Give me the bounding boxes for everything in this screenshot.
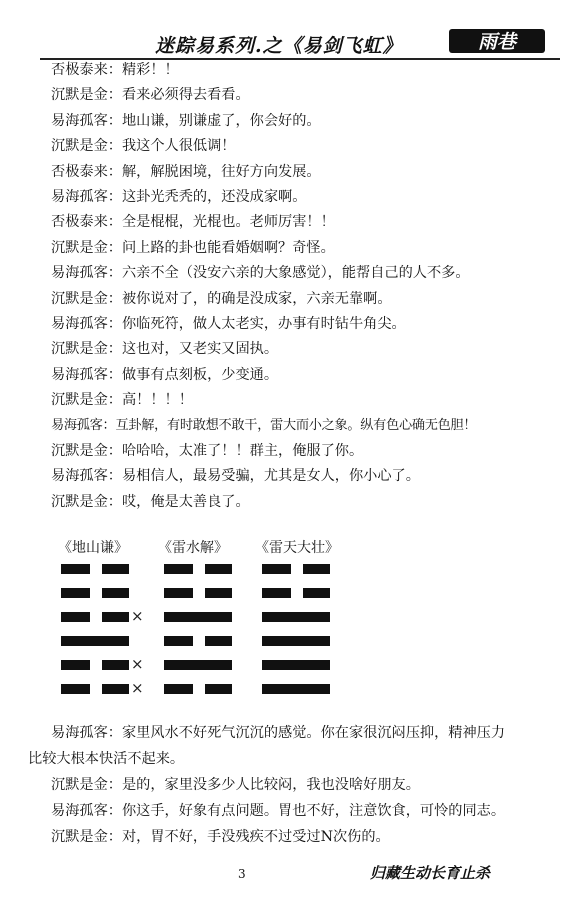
line-segment [61, 660, 90, 670]
line-segment [164, 660, 232, 670]
dialogue-text: 沉默是金：对，胃不好，手没残疾不过受过N次伤的。 [51, 829, 390, 845]
line-segment [61, 612, 90, 622]
dialogue-paragraph-line [28, 772, 548, 798]
line-segment [164, 612, 232, 622]
dialogue-text: 这卦光秃秃的，还没成家啊。 [121, 188, 307, 205]
hexagram [158, 537, 228, 559]
dialogue-paragraph-line [28, 746, 548, 772]
line-segment [61, 636, 129, 646]
dialogue-line [51, 210, 551, 235]
line-segment [164, 588, 193, 598]
speaker-name: 沉默是金： [51, 138, 122, 155]
speaker-name: 沉默是金： [51, 87, 122, 104]
speaker-name: 沉默是金： [51, 341, 122, 358]
changing-line-mark: × [131, 679, 144, 697]
line-segment [262, 564, 291, 574]
dialogue-line [51, 337, 551, 362]
header-title: 迷踪易系列.之《易剑飞虹》 [155, 35, 403, 57]
yuxiang-logo [447, 26, 547, 56]
dialogue-text: 精彩！！ [121, 62, 179, 78]
dialogue-text: 沉默是金：是的，家里没多少人比较闷，我也没啥好朋友。 [51, 777, 420, 793]
dialogue-text: 看来必须得去看看。 [121, 87, 250, 104]
dialogue-line [51, 363, 551, 388]
dialogue-line [51, 413, 551, 438]
dialogue-text: 被你说对了，的确是没成家，六亲无靠啊。 [121, 290, 392, 307]
dialogue-text: 哎，俺是太善良了。 [121, 493, 250, 510]
speaker-name: 沉默是金： [51, 239, 122, 256]
line-segment [205, 564, 232, 574]
changing-line-mark: × [131, 655, 144, 673]
dialogue-line [51, 236, 551, 261]
dialogue-text: 易相信人，最易受骗，尤其是女人，你小心了。 [121, 468, 420, 485]
line-segment [102, 588, 129, 598]
dialogue-text: 易海孤客：你这手，好象有点问题。胃也不好，注意饮食，可怜的同志。 [51, 803, 506, 819]
line-segment [262, 636, 330, 646]
footer-motto: 归藏生动长育止杀 [370, 864, 491, 882]
dialogue-text: 互卦解，有时敢想不敢干，雷大而小之象。纵有色心确无色胆！ [115, 418, 477, 434]
dialogue-paragraph-line [28, 798, 548, 824]
line-segment [303, 564, 330, 574]
dialogue-continued [28, 720, 548, 850]
speaker-name: 易海孤客： [51, 188, 122, 205]
logo-text: 雨巷 [477, 31, 517, 53]
line-segment [102, 612, 129, 622]
hexagram-title: 《雷水解》 [158, 540, 228, 556]
speaker-name: 易海孤客： [51, 265, 122, 282]
hexagram [58, 537, 144, 697]
dialogue-text: 我这个人很低调！ [121, 138, 236, 155]
line-segment [303, 588, 330, 598]
speaker-name: 否极泰来： [51, 62, 122, 78]
dialogue-line [51, 185, 551, 210]
dialogue-line [51, 490, 551, 515]
line-segment [205, 636, 232, 646]
hexagram-title: 《雷天大壮》 [255, 540, 339, 556]
line-segment [262, 588, 291, 598]
line-segment [262, 612, 330, 622]
dialogue-line [51, 160, 551, 185]
line-segment [164, 564, 193, 574]
speaker-name: 沉默是金： [51, 290, 122, 307]
changing-line-mark: × [131, 607, 144, 625]
dialogue-line [51, 388, 551, 413]
line-segment [102, 564, 129, 574]
speaker-name: 易海孤客： [51, 418, 116, 434]
speaker-name: 沉默是金： [51, 442, 122, 459]
line-segment [61, 684, 90, 694]
dialogue-line [51, 83, 551, 108]
speaker-name: 否极泰来： [51, 214, 122, 231]
dialogue-paragraph-line [28, 720, 548, 746]
page-number: 3 [238, 867, 246, 881]
dialogue-text: 高！！！！ [121, 392, 193, 409]
dialogue-text: 这也对，又老实又固执。 [121, 341, 279, 358]
dialogue-text: 做事有点刻板，少变通。 [121, 366, 279, 383]
speaker-name: 易海孤客： [51, 366, 122, 383]
line-segment [262, 660, 330, 670]
dialogue-line [51, 134, 551, 159]
dialogue-paragraph-line [28, 824, 548, 850]
speaker-name: 沉默是金： [51, 392, 122, 409]
dialogue-line [51, 109, 551, 134]
dialogue-text: 地山谦，别谦虚了，你会好的。 [121, 112, 321, 129]
hexagram-title: 《地山谦》 [58, 540, 128, 556]
hexagram [255, 537, 339, 559]
line-segment [164, 636, 193, 646]
dialogue-text: 易海孤客：家里风水不好死气沉沉的感觉。你在家很沉闷压抑，精神压力 [51, 725, 506, 741]
dialogue-line [51, 464, 551, 489]
dialogue-line [51, 261, 551, 286]
speaker-name: 易海孤客： [51, 112, 122, 129]
dialogue-text: 六亲不全（没安六亲的大象感觉），能帮自己的人不多。 [121, 265, 470, 282]
dialogue-line [51, 312, 551, 337]
line-segment [205, 588, 232, 598]
line-segment [262, 684, 330, 694]
speaker-name: 易海孤客： [51, 468, 122, 485]
line-segment [61, 588, 90, 598]
dialogue-text: 比较大根本快活不起来。 [28, 751, 185, 767]
dialogue-text: 解，解脱困境，往好方向发展。 [121, 163, 321, 180]
speaker-name: 易海孤客： [51, 315, 122, 332]
speaker-name: 沉默是金： [51, 493, 122, 510]
dialogue-line [51, 287, 551, 312]
line-segment [205, 684, 232, 694]
dialogue-text: 你临死符，做人太老实，办事有时钻牛角尖。 [121, 315, 406, 332]
dialogue-line [51, 58, 551, 83]
dialogue-text: 哈哈哈，太准了！！群主，俺服了你。 [121, 442, 364, 459]
dialogue-line [51, 439, 551, 464]
dialogue-text: 问上路的卦也能看婚姻啊？奇怪。 [121, 239, 335, 256]
line-segment [61, 564, 90, 574]
line-segment [164, 684, 193, 694]
speaker-name: 否极泰来： [51, 163, 122, 180]
line-segment [102, 660, 129, 670]
line-segment [102, 684, 129, 694]
dialogue-text: 全是棍棍，光棍也。老师厉害！！ [121, 214, 335, 231]
dialogue-transcript [51, 58, 551, 515]
